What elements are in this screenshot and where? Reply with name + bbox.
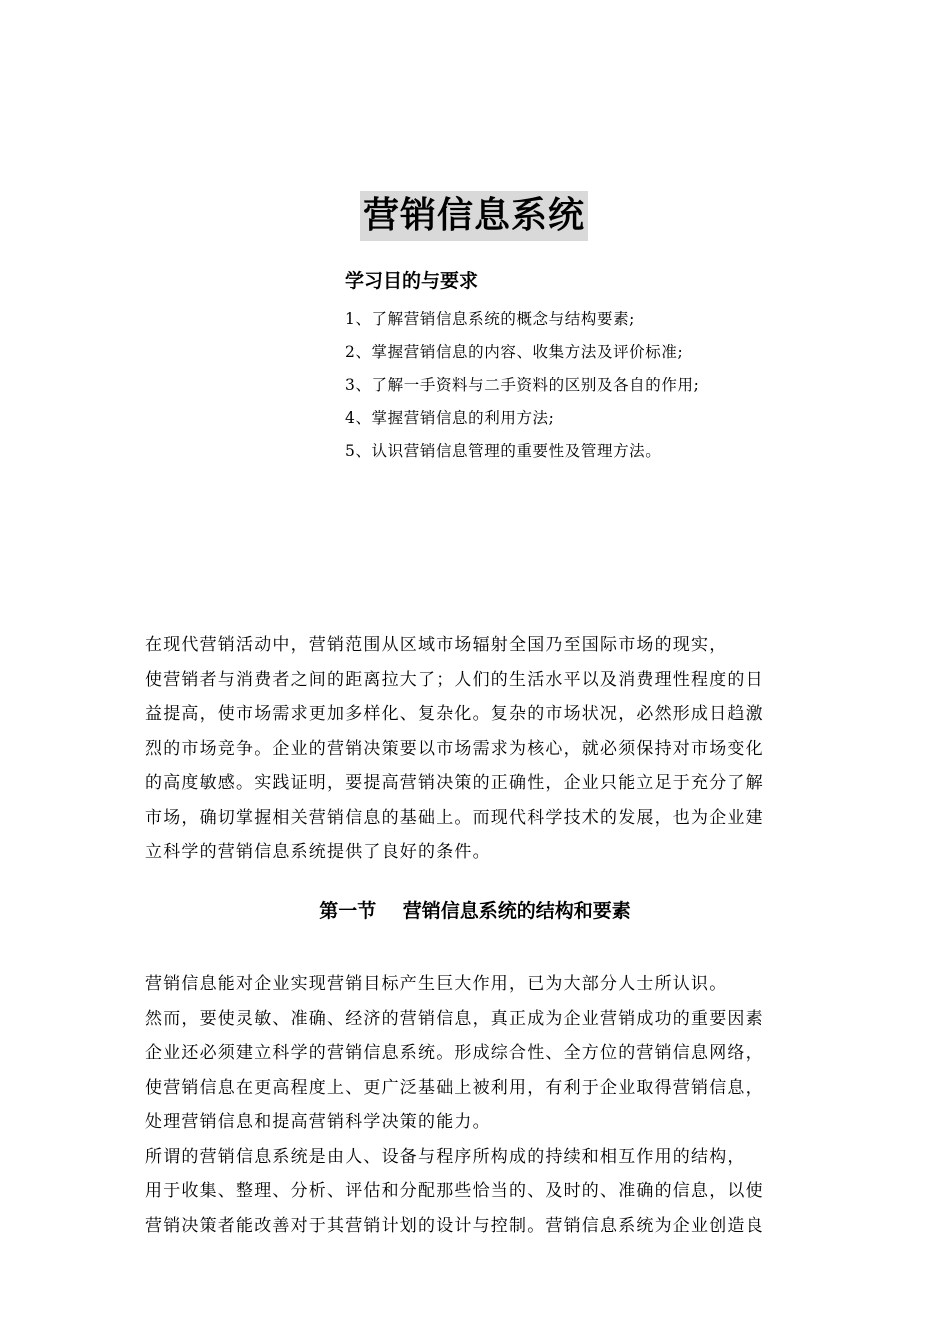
text-line: 立科学的营销信息系统提供了良好的条件。 (145, 842, 491, 862)
text-line: 烈的市场竞争。企业的营销决策要以市场需求为核心，就必须保持对市场变化 (145, 738, 764, 759)
objective-item: 1、了解营销信息系统的概念与结构要素; (345, 310, 635, 328)
text-line: 的高度敏感。实践证明，要提高营销决策的正确性，企业只能立足于充分了解 (145, 773, 764, 793)
objective-item: 2、掌握营销信息的内容、收集方法及评价标准; (345, 343, 684, 361)
objectives-heading: 学习目的与要求 (345, 270, 479, 292)
text-line: 市场，确切掌握相关营销信息的基础上。而现代科学技术的发展，也为企业建 (145, 807, 764, 828)
text-line: 在现代营销活动中，营销范围从区域市场辐射全国乃至国际市场的现实， (145, 635, 728, 655)
intro-paragraph (145, 630, 815, 872)
text-line: 所谓的营销信息系统是由人、设备与程序所构成的持续和相互作用的结构， (145, 1146, 746, 1167)
document-title: 营销信息系统 (360, 191, 588, 241)
objectives-list (345, 304, 699, 469)
objective-item: 5、认识营销信息管理的重要性及管理方法。 (345, 442, 662, 460)
section-body (145, 969, 815, 1245)
objective-item: 4、掌握营销信息的利用方法; (345, 409, 555, 427)
section-heading: 第一节 营销信息系统的结构和要素 (319, 900, 631, 922)
text-line: 使营销者与消费者之间的距离拉大了；人们的生活水平以及消费理性程度的日 (145, 669, 764, 690)
text-line: 然而，要使灵敏、准确、经济的营销信息，真正成为企业营销成功的重要因素 (145, 1008, 764, 1029)
text-line: 处理营销信息和提高营销科学决策的能力。 (145, 1112, 491, 1132)
text-line: 使营销信息在更高程度上、更广泛基础上被利用，有利于企业取得营销信息， (145, 1077, 764, 1098)
text-line: 营销信息能对企业实现营销目标产生巨大作用，已为大部分人士所认识。 (145, 974, 728, 994)
text-line: 企业还必须建立科学的营销信息系统。形成综合性、全方位的营销信息网络， (145, 1043, 764, 1063)
text-line: 营销决策者能改善对于其营销计划的设计与控制。营销信息系统为企业创造良 (145, 1215, 764, 1236)
text-line: 益提高，使市场需求更加多样化、复杂化。复杂的市场状况，必然形成日趋激 (145, 704, 764, 724)
text-line: 用于收集、整理、分析、评估和分配那些恰当的、及时的、准确的信息，以使 (145, 1181, 764, 1201)
objective-item: 3、了解一手资料与二手资料的区别及各自的作用; (345, 376, 700, 394)
